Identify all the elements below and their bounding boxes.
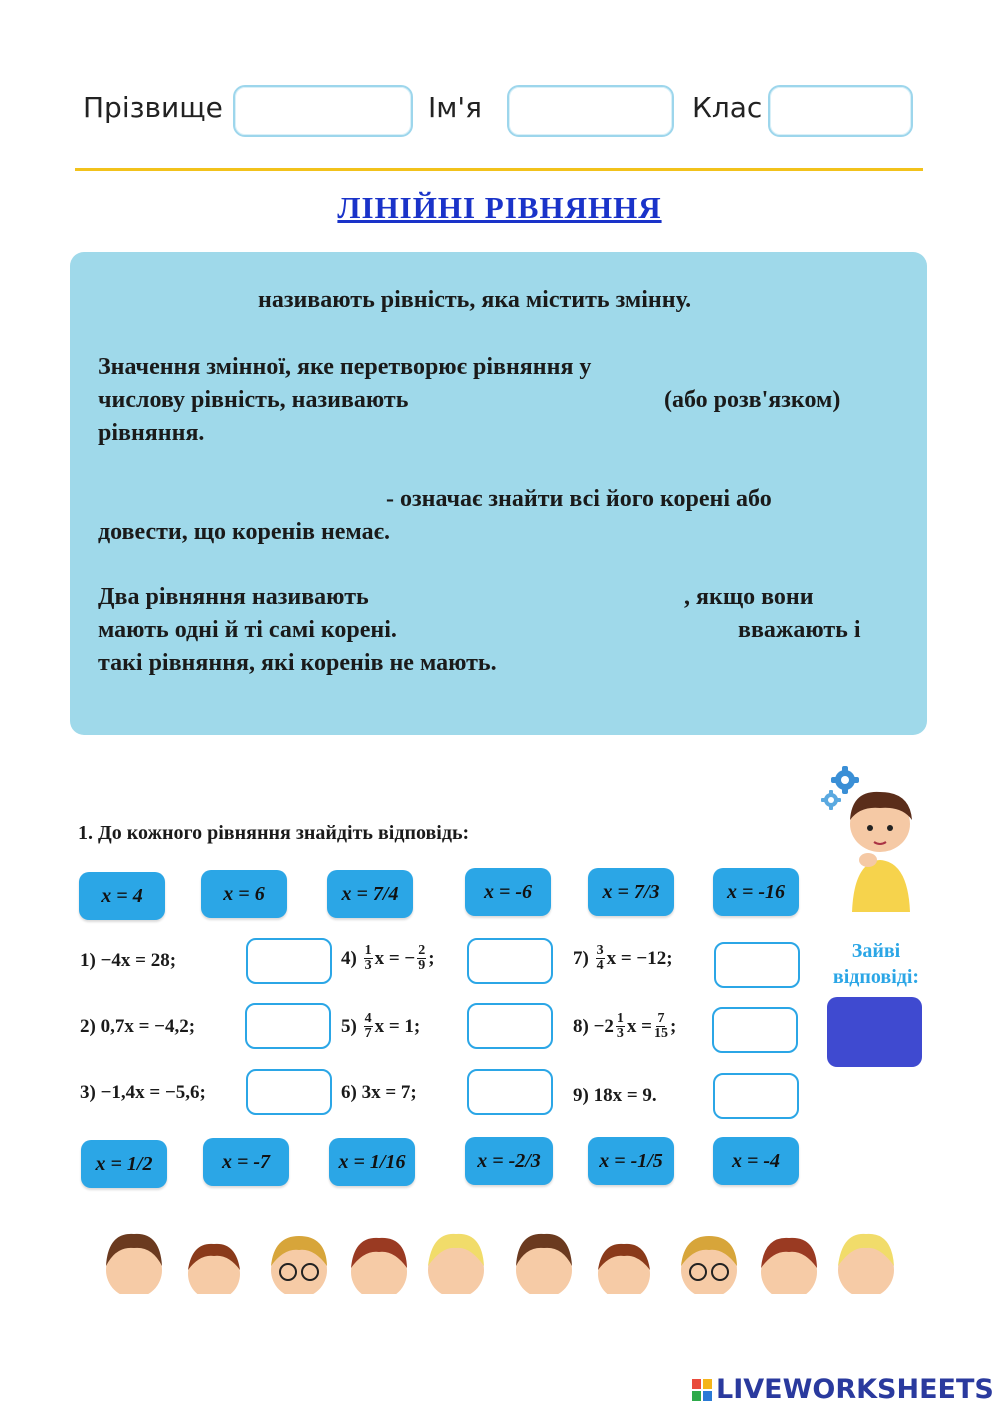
answer-box-3[interactable]	[246, 1069, 332, 1115]
surname-label: Прізвище	[83, 91, 223, 124]
equation-text: x = −12;	[606, 947, 673, 969]
equation-text: x =	[626, 1015, 652, 1037]
equation-number: 7)	[573, 947, 589, 969]
equation-2	[80, 1016, 195, 1038]
equation-number: 1)	[80, 950, 96, 971]
answer-chip[interactable]: x = -2/3	[465, 1137, 553, 1185]
answer-chip[interactable]: x = -4	[713, 1137, 799, 1185]
answer-box-2[interactable]	[245, 1003, 331, 1049]
liveworksheets-logo	[692, 1374, 994, 1405]
equation-text: 18x = 9.	[593, 1085, 657, 1106]
def-line: мають одні й ті самі корені.	[98, 617, 397, 643]
answer-box-8[interactable]	[712, 1007, 798, 1053]
page-title: ЛІНІЙНІ РІВНЯННЯ	[337, 190, 662, 225]
answer-chip[interactable]: x = 1/2	[81, 1140, 167, 1188]
equation-3	[80, 1082, 206, 1104]
equation-text: x = −	[374, 947, 416, 969]
equation-text: −4x = 28;	[100, 950, 177, 971]
gear-icon	[821, 790, 841, 810]
equation-6	[341, 1082, 417, 1104]
logo-text: LIVEWORKSHEETS	[716, 1374, 994, 1405]
equation-number: 5)	[341, 1015, 357, 1037]
fraction: $\frac{3}{4}$	[596, 943, 604, 973]
thinking-boy-illustration	[818, 762, 918, 922]
answer-chip[interactable]: x = -16	[713, 868, 799, 916]
equation-number: 6)	[341, 1082, 357, 1103]
answer-chip[interactable]: x = 7/3	[588, 868, 674, 916]
def-line: числову рівність, називають	[98, 387, 409, 413]
answer-box-1[interactable]	[246, 938, 332, 984]
kids-group-left	[106, 1234, 484, 1300]
equation-4: 4) $\frac{1}{3}$ x = − $\frac{2}{9}$ ;	[341, 943, 435, 973]
fraction: $\frac{2}{9}$	[418, 943, 426, 973]
equation-text: 3x = 7;	[361, 1082, 417, 1103]
def-line: називають рівність, яка містить змінну.	[258, 287, 692, 313]
extra-answers-label: Зайві відповіді:	[832, 940, 920, 988]
name-input[interactable]	[507, 85, 674, 137]
answer-chip[interactable]: x = 1/16	[329, 1138, 415, 1186]
kids-illustration	[104, 1222, 894, 1306]
def-line: Значення змінної, яке перетворює рівняння у	[98, 354, 592, 380]
equation-number: 2)	[80, 1016, 96, 1037]
equation-number: 9)	[573, 1085, 589, 1106]
task-title: 1. До кожного рівняння знайдіть відповідь:	[78, 822, 470, 844]
answer-box-7[interactable]	[714, 942, 800, 988]
answer-box-6[interactable]	[467, 1069, 553, 1115]
class-label: Клас	[692, 91, 763, 124]
equation-5	[341, 1012, 420, 1041]
answer-box-9[interactable]	[713, 1073, 799, 1119]
extra-answers-dropzone[interactable]	[827, 997, 922, 1067]
def-line: такі рівняння, які коренів не мають.	[98, 650, 497, 676]
name-label: Ім'я	[428, 91, 482, 124]
equation-8: 8) −2 $\frac{1}{3}$ x = $\frac{7}{15}$ ;	[573, 1011, 677, 1041]
gear-icon	[831, 766, 859, 794]
fraction: $\frac{1}{3}$	[364, 943, 372, 973]
equation-number: 3)	[80, 1082, 96, 1103]
equation-1	[80, 950, 176, 972]
answer-box-5[interactable]	[467, 1003, 553, 1049]
equation-number: 8)	[573, 1015, 589, 1037]
def-line: (або розв'язком)	[664, 387, 841, 413]
equation-text: −1,4x = −5,6;	[100, 1082, 206, 1103]
answer-chip[interactable]: x = -7	[203, 1138, 289, 1186]
equation-9	[573, 1085, 657, 1107]
kids-group-right	[516, 1234, 894, 1300]
equation-text: x = 1;	[374, 1015, 421, 1037]
equation-number: 4)	[341, 947, 357, 969]
fraction: $\frac{1}{3}$	[616, 1011, 624, 1041]
def-line: довести, що коренів немає.	[98, 519, 390, 545]
class-input[interactable]	[768, 85, 913, 137]
fraction: $\frac{7}{15}$	[653, 1011, 668, 1041]
surname-input[interactable]	[233, 85, 413, 137]
answer-chip[interactable]: x = -1/5	[588, 1137, 674, 1185]
answer-chip[interactable]: x = 4	[79, 872, 165, 920]
header-divider	[75, 168, 923, 171]
answer-box-4[interactable]	[467, 938, 553, 984]
logo-icon	[692, 1379, 712, 1401]
answer-chip[interactable]: x = -6	[465, 868, 551, 916]
def-line: , якщо вони	[684, 584, 814, 610]
def-line: вважають і	[738, 617, 861, 643]
def-line: - означає знайти всі його корені або	[386, 486, 772, 512]
def-line: рівняння.	[98, 420, 205, 446]
equation-text: 0,7x = −4,2;	[100, 1016, 196, 1037]
def-line: Два рівняння називають	[98, 584, 369, 610]
equation-7	[573, 944, 673, 973]
answer-chip[interactable]: x = 6	[201, 870, 287, 918]
fraction: $\frac{4}{7}$	[364, 1011, 372, 1041]
answer-chip[interactable]: x = 7/4	[327, 870, 413, 918]
